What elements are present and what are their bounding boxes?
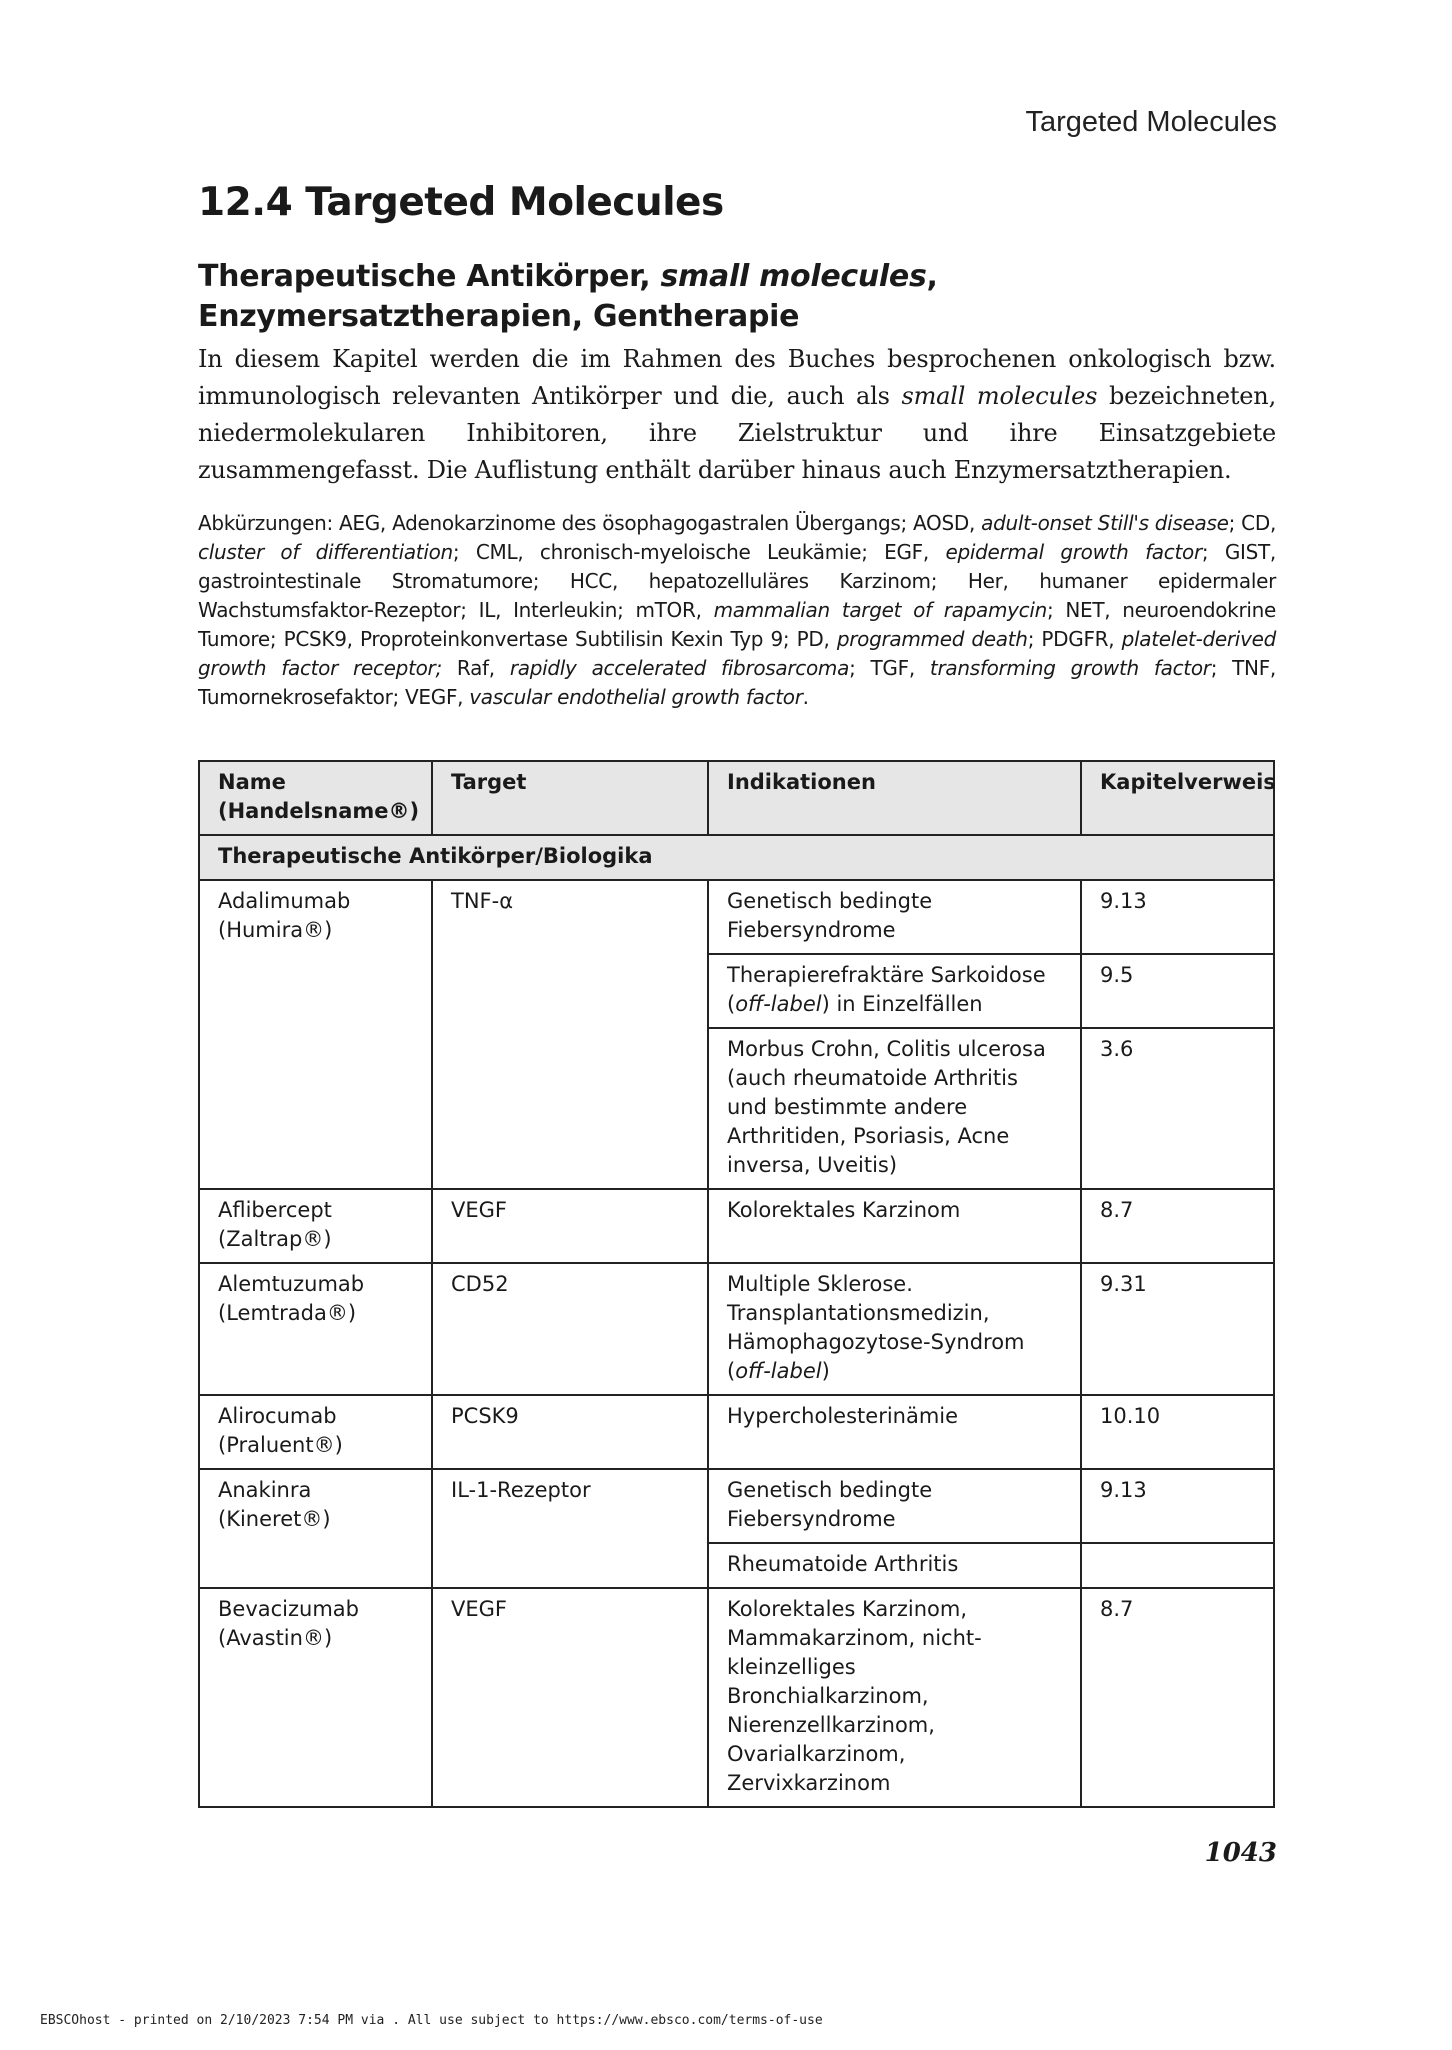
print-footer: EBSCOhost - printed on 2/10/2023 7:54 PM via . All use subject to https://www.ebsco.com/terms-of-use — [40, 2013, 823, 2028]
intro-paragraph: In diesem Kapitel werden die im Rahmen des Buches besprochenen onkologisch bzw. immunologisch relevanten Antikörper und die, auch als small molecules bezeichneten, niedermolekularen Inhibitoren, ihre Zielstruktur und ihre Einsatzgebiete zusammengefasst. Die Auflistung enthält darüber hinaus auch Enzymersatztherapien. — [198, 345, 1276, 484]
drug-name: Aflibercept (Zaltrap®) — [199, 1189, 432, 1263]
chapter-reference: 8.7 — [1081, 1189, 1274, 1263]
drug-target: VEGF — [432, 1189, 708, 1263]
drug-target: IL-1-Rezeptor — [432, 1469, 708, 1588]
drug-name: Alemtuzumab (Lemtrada®) — [199, 1263, 432, 1395]
indication: Therapierefraktäre Sarkoidose (off-label) in Einzelfällen — [708, 954, 1081, 1028]
table-header-row — [199, 761, 1274, 835]
table-row — [199, 1189, 1274, 1263]
subtitle: Therapeutische Antikörper, small molecules, Enzymersatztherapien, Gentherapie — [198, 259, 938, 334]
running-head: Targeted Molecules — [1025, 106, 1277, 138]
header-name: Name (Handelsname®) — [199, 761, 432, 835]
page-number: 1043 — [1204, 1838, 1277, 1868]
indication: Morbus Crohn, Colitis ulcerosa (auch rheumatoide Arthritis und bestimmte andere Arthritiden, Psoriasis, Acne inversa, Uveitis) — [708, 1028, 1081, 1189]
abbreviations-paragraph: Abkürzungen: AEG, Adenokarzinome des ösophagogastralen Übergangs; AOSD, adult-onset Still's disease; CD, cluster of differentiation; CML, chronisch-myeloische Leukämie; EGF, epidermal growth factor; GIST, gastrointestinale Stromatumore; HCC, hepatozelluläres Karzinom; Her, humaner epidermaler Wachstumsfaktor-Rezeptor; IL, Interleukin; mTOR, mammalian target of rapamycin; NET, neuroendokrine Tumore; PCSK9, Proproteinkonvertase Subtilisin Kexin Typ 9; PD, programmed death; PDGFR, platelet-derived growth factor receptor; Raf, rapidly accelerated fibrosarcoma; TGF, transforming growth factor; TNF, Tumornekrosefaktor; VEGF, vascular endothelial growth factor. — [198, 511, 1277, 709]
drug-name: Anakinra (Kineret®) — [199, 1469, 432, 1588]
table-row — [199, 1263, 1274, 1395]
table-row — [199, 1469, 1274, 1543]
chapter-reference: 9.31 — [1081, 1263, 1274, 1395]
chapter-reference: 3.6 — [1081, 1028, 1274, 1189]
indication: Rheumatoide Arthritis — [708, 1543, 1081, 1588]
page-content — [198, 180, 1276, 1808]
indication: Genetisch bedingte Fiebersyndrome — [708, 880, 1081, 954]
drug-name: Bevacizumab (Avastin®) — [199, 1588, 432, 1807]
table-row — [199, 1395, 1274, 1469]
targeted-molecules-table — [198, 760, 1275, 1808]
drug-target: CD52 — [432, 1263, 708, 1395]
chapter-reference: 9.13 — [1081, 880, 1274, 954]
chapter-reference: 9.13 — [1081, 1469, 1274, 1543]
header-chapter: Kapitelverweis — [1081, 761, 1274, 835]
chapter-reference: 9.5 — [1081, 954, 1274, 1028]
table-row — [199, 880, 1274, 954]
drug-name: Alirocumab (Praluent®) — [199, 1395, 432, 1469]
table-row — [199, 1588, 1274, 1807]
drug-name: Adalimumab (Humira®) — [199, 880, 432, 1189]
chapter-reference — [1081, 1543, 1274, 1588]
table-body — [199, 835, 1274, 1807]
header-indications: Indikationen — [708, 761, 1081, 835]
group-row — [199, 835, 1274, 880]
indication: Hypercholesterinämie — [708, 1395, 1081, 1469]
drug-target: VEGF — [432, 1588, 708, 1807]
section-title: 12.4 Targeted Molecules — [198, 180, 724, 225]
indication: Genetisch bedingte Fiebersyndrome — [708, 1469, 1081, 1543]
chapter-reference: 10.10 — [1081, 1395, 1274, 1469]
drug-target: TNF-α — [432, 880, 708, 1189]
header-target: Target — [432, 761, 708, 835]
chapter-reference: 8.7 — [1081, 1588, 1274, 1807]
indication: Kolorektales Karzinom — [708, 1189, 1081, 1263]
drug-target: PCSK9 — [432, 1395, 708, 1469]
indication: Kolorektales Karzinom, Mammakarzinom, nicht-kleinzelliges Bronchialkarzinom, Nierenzellkarzinom, Ovarialkarzinom, Zervixkarzinom — [708, 1588, 1081, 1807]
group-label: Therapeutische Antikörper/Biologika — [199, 835, 1274, 880]
indication: Multiple Sklerose. Transplantationsmedizin, Hämophagozytose-Syndrom (off-label) — [708, 1263, 1081, 1395]
